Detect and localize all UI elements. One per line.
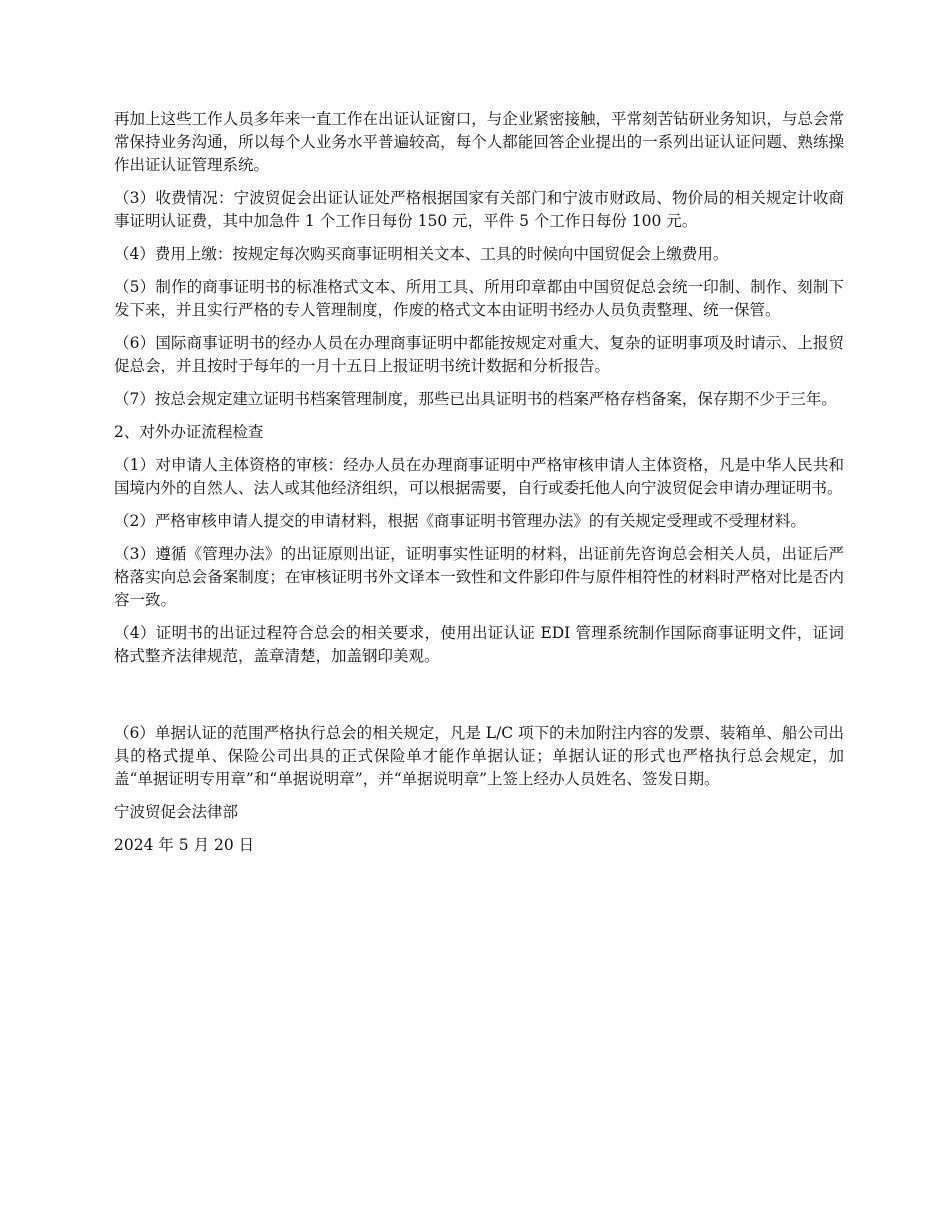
paragraph-archive: （7）按总会规定建立证明书档案管理制度，那些已出具证明书的档案严格存档备案，保存期不少于三年。 [114,390,837,408]
paragraph-standard-format: （5）制作的商事证明书的标准格式文本、所用工具、所用印章都由中国贸促总会统一印制、制作、刻制下发下来，并且实行严格的专人管理制度，作废的格式文本由证明书经办人员负责整理、统一保管。 [114,278,844,319]
paragraph-issuing-process: （4）证明书的出证过程符合总会的相关要求，使用出证认证 EDI 管理系统制作国际商事证明文件，证词格式整齐法律规范，盖章清楚，加盖钢印美观。 [114,624,844,665]
paragraph-fee-payment: （4）费用上缴：按规定每次购买商事证明相关文本、工具的时候向中国贸促会上缴费用。 [114,245,729,263]
paragraph-fee-status: （3）收费情况：宁波贸促会出证认证处严格根据国家有关部门和宁波市财政局、物价局的相关规定计收商事证明认证费，其中加急件 1 个工作日每份 150 元，平件 5 个工作日每份 100 元。 [114,189,844,230]
paragraph-issuing-principle: （3）遵循《管理办法》的出证原则出证，证明事实性证明的材料，出证前先咨询总会相关人员，出证后严格落实向总会备案制度；在审核证明书外文译本一致性和文件影印件与原件相符性的材料时严格对比是否内容一致。 [114,545,844,609]
paragraph-applicant-review: （1）对申请人主体资格的审核：经办人员在办理商事证明中严格审核申请人主体资格，凡是中华人民共和国境内外的自然人、法人或其他经济组织，可以根据需要，自行或委托他人向宁波贸促会申请办理证明书。 [114,456,844,497]
signature-date: 2024 年 5 月 20 日 [114,836,255,854]
document-body [114,108,844,867]
section-heading-process-check: 2、对外办证流程检查 [114,423,264,441]
blank-gap [114,678,844,722]
paragraph-material-review: （2）严格审核申请人提交的申请材料，根据《商事证明书管理办法》的有关规定受理或不受理材料。 [114,512,806,530]
paragraph-document-certification: （6）单据认证的范围严格执行总会的相关规定，凡是 L/C 项下的未加附注内容的发票、装箱单、船公司出具的格式提单、保险公司出具的正式保险单才能作单据认证；单据认证的形式也严格执行总会规定，加盖“单据证明专用章”和“单据说明章”，并“单据说明章”上签上经办人员姓名、签发日期。 [114,724,844,788]
paragraph-reporting: （6）国际商事证明书的经办人员在办理商事证明中都能按规定对重大、复杂的证明事项及时请示、上报贸促总会，并且按时于每年的一月十五日上报证明书统计数据和分析报告。 [114,334,844,375]
paragraph-staff-experience: 再加上这些工作人员多年来一直工作在出证认证窗口，与企业紧密接触，平常刻苦钻研业务知识，与总会常常保持业务沟通，所以每个人业务水平普遍较高，每个人都能回答企业提出的一系列出证认证问题、熟练操作出证认证管理系统。 [114,110,844,174]
signature-department: 宁波贸促会法律部 [114,803,239,821]
